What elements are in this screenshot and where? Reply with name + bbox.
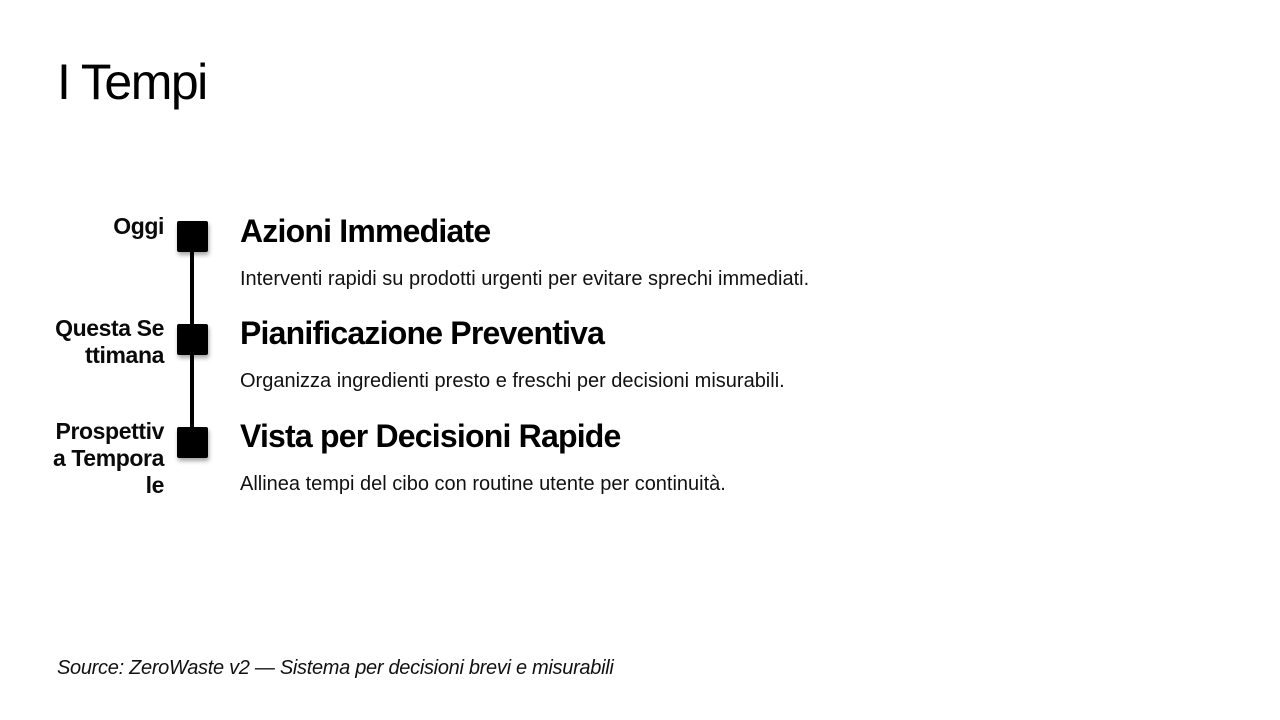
timeline-entry-description: Interventi rapidi su prodotti urgenti per evitare sprechi immediati.: [240, 268, 810, 290]
timeline-connector: [190, 250, 194, 326]
timeline-connector: [190, 353, 194, 429]
timeline-entry-description: Organizza ingredienti presto e freschi per decisioni misurabili.: [240, 370, 785, 392]
source-note: Source: ZeroWaste v2 — Sistema per decisioni brevi e misurabili: [57, 657, 614, 679]
timeline-entry-title: Azioni Immediate: [240, 213, 491, 249]
page-title: I Tempi: [57, 54, 207, 110]
timeline-entry-title: Pianificazione Preventiva: [240, 315, 605, 351]
timeline-period-label: Prospettiva Temporale: [52, 418, 164, 498]
timeline-entry-description: Allinea tempi del cibo con routine utente per continuità.: [240, 473, 726, 495]
square-marker-icon: [177, 324, 208, 355]
timeline-entry-title: Vista per Decisioni Rapide: [240, 418, 621, 454]
timeline-period-label: Questa Settimana: [55, 315, 164, 368]
timeline-period-label: Oggi: [113, 213, 164, 239]
square-marker-icon: [177, 221, 208, 252]
square-marker-icon: [177, 427, 208, 458]
